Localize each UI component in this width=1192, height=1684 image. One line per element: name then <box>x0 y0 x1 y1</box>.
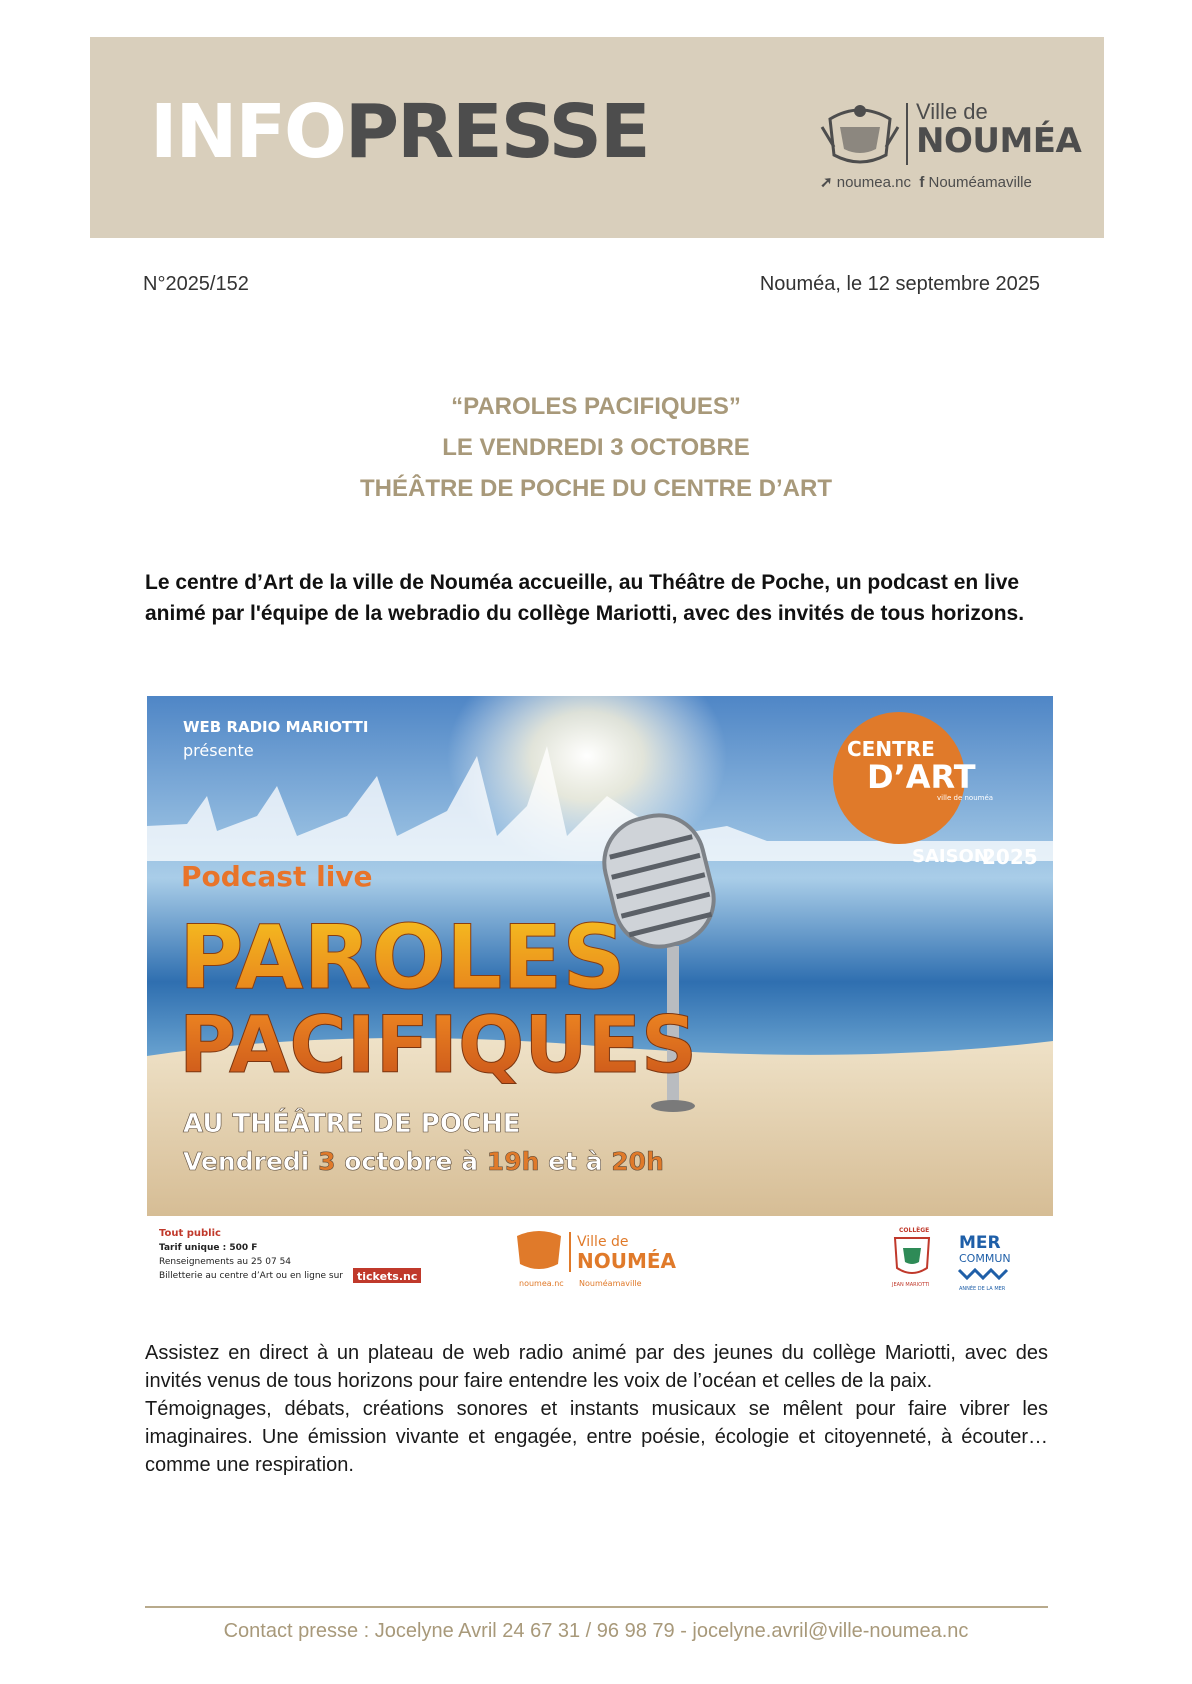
header-banner <box>90 37 1104 238</box>
poster-title-pacifiques: PACIFIQUES <box>179 1001 698 1091</box>
saison-label: SAISON <box>912 846 989 867</box>
logo-site: noumea.nc <box>836 174 911 191</box>
headline-block <box>0 386 1192 509</box>
logo-facebook: Nouméamaville <box>928 174 1032 191</box>
arrow-icon: ➚ <box>820 174 833 191</box>
podcast-live-label: Podcast live <box>181 860 373 893</box>
college-name: JEAN MARIOTTI <box>892 1282 930 1288</box>
logo-ville-de: Ville de <box>916 99 988 124</box>
info-presse-wordmark <box>150 89 649 175</box>
event-poster <box>147 696 1053 1296</box>
date-prefix: Vendredi <box>183 1147 319 1176</box>
noumea-crest-icon <box>820 97 900 169</box>
saison-year: 2025 <box>982 845 1038 869</box>
web-radio-label: WEB RADIO MARIOTTI <box>183 718 369 736</box>
press-contact: Contact presse : Jocelyne Avril 24 67 31 / 96 98 79 - jocelyne.avril@ville-noumea.nc <box>223 1620 969 1642</box>
poster-venue: AU THÉÂTRE DE POCHE <box>183 1109 521 1139</box>
badge-centre: CENTRE <box>847 737 935 761</box>
headline-line: THÉÂTRE DE POCHE DU CENTRE D’ART <box>359 475 833 502</box>
poster-date-line <box>183 1147 664 1176</box>
date-h2: 20h <box>611 1147 664 1176</box>
poster-crest-icon <box>517 1231 561 1269</box>
brand-info: INFO <box>150 89 345 175</box>
poster-logo-ville: Ville de <box>577 1234 629 1250</box>
renseignements: Renseignements au 25 07 54 <box>159 1257 292 1267</box>
date-h1: 19h <box>486 1147 540 1176</box>
body-text <box>145 1339 1048 1479</box>
poster-title-paroles: PAROLES <box>179 906 626 1009</box>
logo-noumea: NOUMÉA <box>916 121 1082 161</box>
headline-line: “PAROLES PACIFIQUES” <box>451 393 741 420</box>
badge-ville: ville de nouméa <box>937 794 994 802</box>
poster-logo-site: noumea.nc <box>519 1279 564 1288</box>
tout-public: Tout public <box>159 1228 221 1239</box>
ville-noumea-logo <box>820 97 1082 192</box>
logo-links <box>820 173 1032 191</box>
headline-line: LE VENDREDI 3 OCTOBRE <box>442 434 750 461</box>
badge-dart: D’ART <box>867 758 976 796</box>
footer-divider <box>145 1606 1048 1608</box>
date-and: et à <box>539 1147 612 1176</box>
press-release-date: Nouméa, le 12 septembre 2025 <box>759 273 1040 295</box>
tarif: Tarif unique : 500 F <box>159 1243 258 1253</box>
mer-label: MER <box>959 1233 1001 1253</box>
lead-paragraph: Le centre d’Art de la ville de Nouméa accueille, au Théâtre de Poche, un podcast en live animé par l'équipe de la webradio du collège Mariotti, avec des invités de tous horizons. <box>145 571 1025 625</box>
poster-logo-fb: Nouméamaville <box>579 1279 642 1288</box>
body-paragraph: Témoignages, débats, créations sonores et instants musicaux se mêlent pour faire vibrer les imaginaires. Une émission vivante et engagée, entre poésie, écologie et citoyenneté, à écouter… comme une respiration. <box>145 1398 1048 1476</box>
poster-logo-noumea: NOUMÉA <box>577 1249 677 1273</box>
date-day: 3 <box>318 1147 336 1176</box>
billetterie: Billetterie au centre d’Art ou en ligne sur <box>159 1271 344 1281</box>
date-mid: octobre à <box>335 1147 487 1176</box>
presente-label: présente <box>183 741 254 760</box>
mer-sub-label: ANNÉE DE LA MER <box>959 1286 1006 1292</box>
body-paragraph: Assistez en direct à un plateau de web radio animé par des jeunes du collège Mariotti, avec des invités venus de tous horizons pour faire entendre les voix de l’océan et celles de la paix. <box>145 1342 1048 1392</box>
press-release-number: N°2025/152 <box>143 273 249 295</box>
logo-separator <box>906 103 908 165</box>
college-label: COLLÈGE <box>899 1227 930 1234</box>
facebook-icon: f <box>919 174 925 191</box>
tickets-label: tickets.nc <box>357 1270 418 1283</box>
mer-commun-label: COMMUN <box>959 1252 1011 1265</box>
brand-presse: PRESSE <box>344 89 649 175</box>
